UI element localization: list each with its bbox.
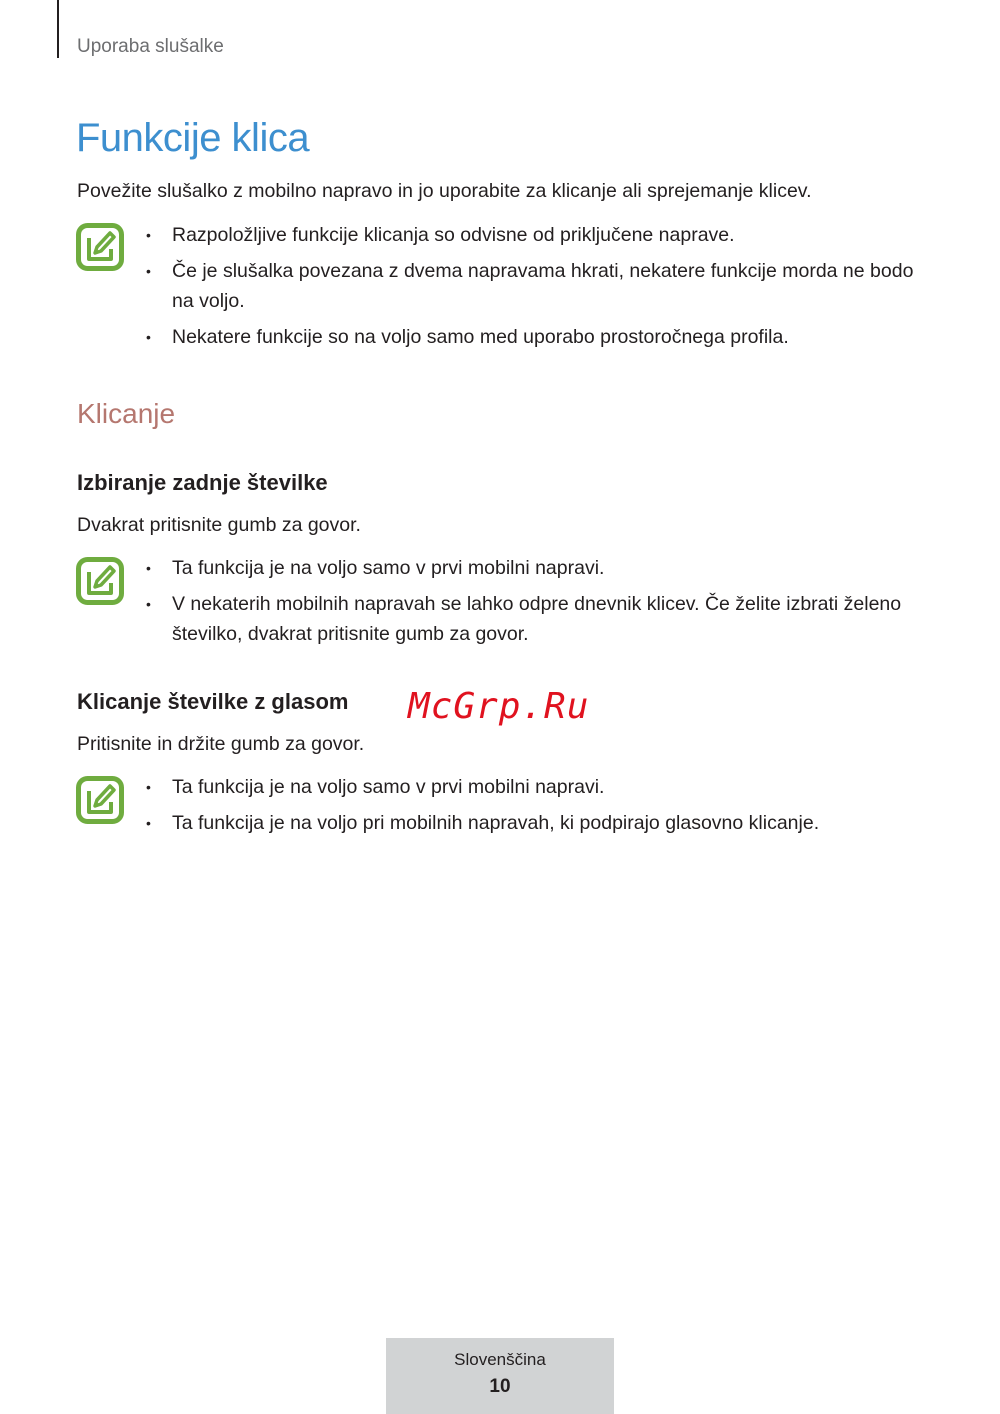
redial-text: Dvakrat pritisnite gumb za govor. bbox=[77, 514, 361, 536]
list-item: • Nekatere funkcije so na voljo samo med uporabo prostoročnega profila. bbox=[146, 326, 789, 348]
page-number: 10 bbox=[489, 1376, 511, 1397]
note-list-redial bbox=[146, 553, 930, 655]
list-item: • Razpoložljive funkcije klicanja so odvisne od priključene naprave. bbox=[146, 224, 735, 246]
note-pencil-icon bbox=[76, 223, 124, 271]
watermark: McGrp.Ru bbox=[408, 686, 590, 727]
subheading-redial: Izbiranje zadnje številke bbox=[77, 470, 328, 495]
list-item: • Ta funkcija je na voljo pri mobilnih napravah, ki podpirajo glasovno klicanje. bbox=[146, 812, 820, 834]
list-item: • V nekaterih mobilnih napravah se lahko odpre dnevnik klicev. Če želite izbrati želeno številko, dvakrat pritisnite gumb za govor. bbox=[146, 593, 902, 645]
header-rule bbox=[57, 0, 59, 58]
voice-dial-text: Pritisnite in držite gumb za govor. bbox=[77, 733, 365, 755]
list-item: • Če je slušalka povezana z dvema napravama hkrati, nekatere funkcije morda ne bodo na voljo. bbox=[146, 260, 914, 312]
page-title: Funkcije klica bbox=[76, 116, 310, 160]
header-section-label: Uporaba slušalke bbox=[77, 36, 224, 57]
footer bbox=[386, 1338, 614, 1414]
list-item: • Ta funkcija je na voljo samo v prvi mobilni napravi. bbox=[146, 776, 605, 798]
note-list-general bbox=[146, 220, 930, 358]
footer-language: Slovenščina bbox=[454, 1350, 546, 1369]
intro-text: Povežite slušalko z mobilno napravo in jo uporabite za klicanje ali sprejemanje klicev. bbox=[77, 180, 812, 202]
section-heading: Klicanje bbox=[77, 398, 176, 429]
note-pencil-icon bbox=[76, 776, 124, 824]
subheading-voice-dial: Klicanje številke z glasom bbox=[77, 689, 349, 714]
note-list-voice-dial bbox=[146, 772, 930, 844]
note-pencil-icon bbox=[76, 557, 124, 605]
list-item: • Ta funkcija je na voljo samo v prvi mobilni napravi. bbox=[146, 557, 605, 579]
